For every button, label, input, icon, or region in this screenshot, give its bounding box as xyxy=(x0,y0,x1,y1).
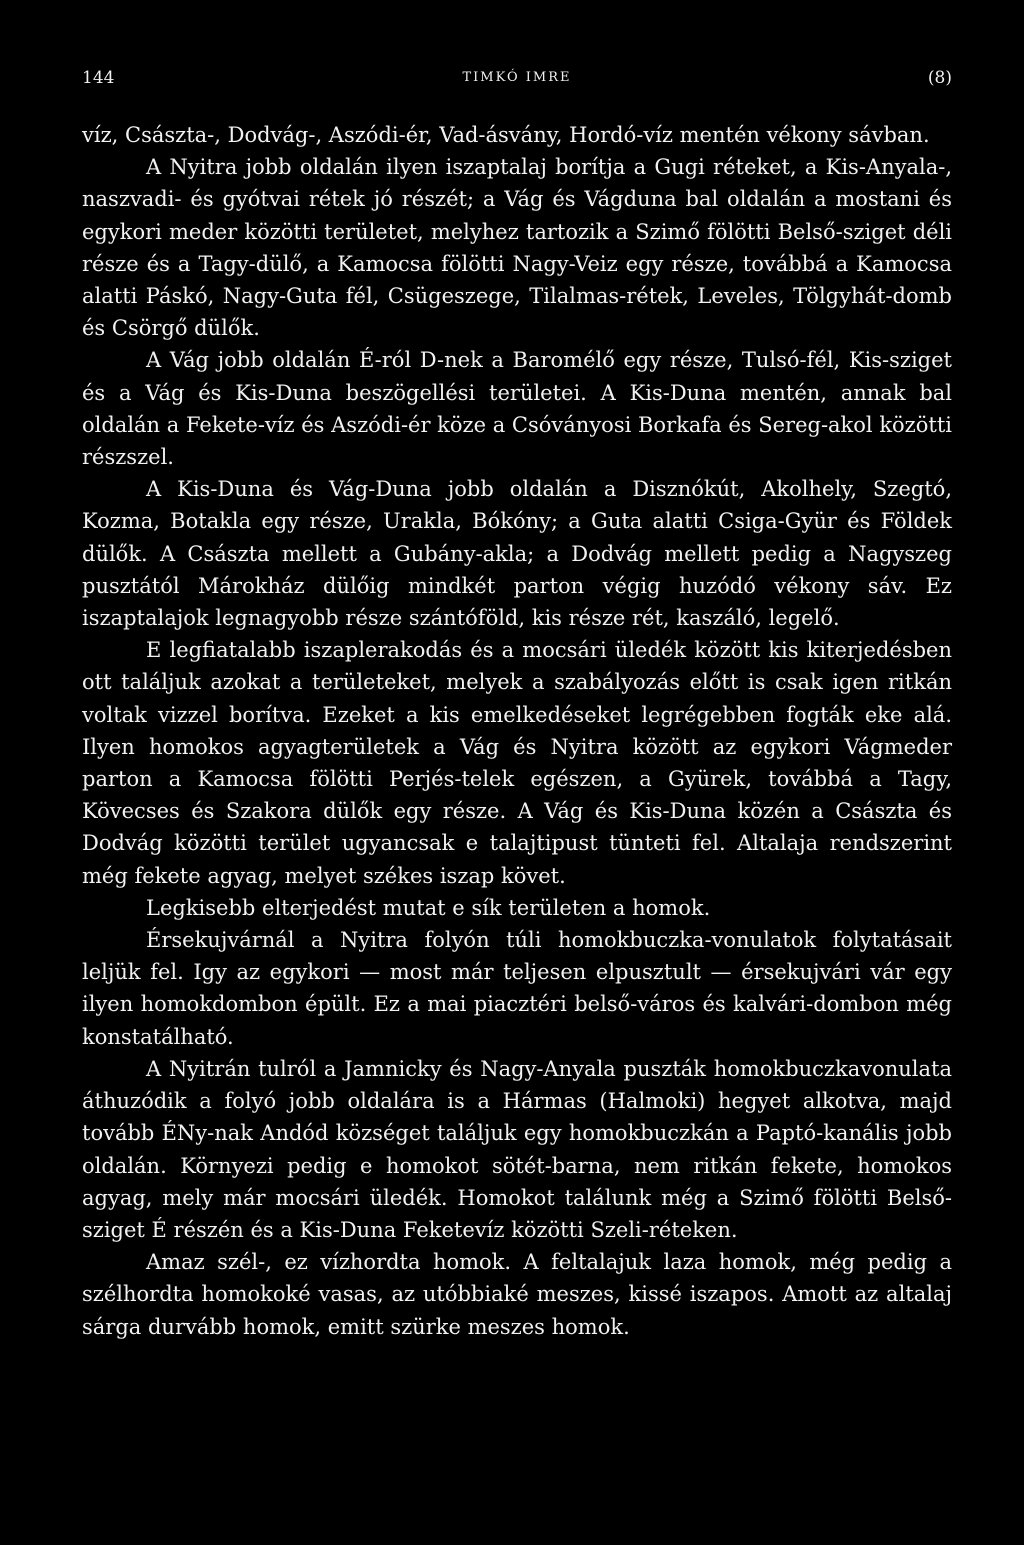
paragraph: A Nyitra jobb oldalán ilyen iszaptalaj borítja a Gugi réteket, a Kis-Anyala-, naszvadi- és gyótvai rétek jó részét; a Vág és Vágduna bal oldalán a mostani és egykori meder közötti területet, melyhez tartozik a Szimő fölötti Belső-sziget déli része és a Tagy-dülő, a Kamocsa fölötti Nagy-Veiz egy része, továbbá a Kamocsa alatti Páskó, Nagy-Guta fél, Csügeszege, Tilalmas-rétek, Leveles, Tölgyhát-domb és Csörgő dülők. xyxy=(82,155,952,341)
paragraph: A Vág jobb oldalán É-ról D-nek a Baromélő egy része, Tulsó-fél, Kis-sziget és a Vág és Kis-Duna beszögellési területei. A Kis-Duna mentén, annak bal oldalán a Fekete-víz és Aszódi-ér köze a Csóványosi Borkafa és Sereg-akol közötti részszel. xyxy=(82,348,952,470)
page-number: 144 xyxy=(82,68,115,88)
document-page xyxy=(82,0,952,1545)
paragraph: Legkisebb elterjedést mutat e sík területen a homok. xyxy=(146,895,711,920)
paragraph: Érsekujvárnál a Nyitra folyón túli homokbuczka-vonulatok folytatásait leljük fel. Igy az egykori — most már teljesen elpusztult — érsekujvári vár egy ilyen homokdombon épült. Ez a mai piacztéri belső-város és kalvári-dombon még konstatálható. xyxy=(82,928,952,1049)
paragraph: A Nyitrán tulról a Jamnicky és Nagy-Anyala puszták homokbuczkavonulata áthuzódik a folyó jobb oldalára is a Hármas (Halmoki) hegyet alkotva, majd tovább ÉNy-nak Andód községet találjuk egy homokbuczkán a Paptó-kanális jobb oldalán. Környezi pedig e homokot sötét-barna, nem ritkán fekete, homokos agyag, mely már mocsári üledék. Homokot találunk még a Szimő fölötti Belső-sziget É részén és a Kis-Duna Feketevíz közötti Szeli-réteken. xyxy=(82,1056,952,1242)
paragraph: A Kis-Duna és Vág-Duna jobb oldalán a Disznókút, Akolhely, Szegtó, Kozma, Botakla egy része, Urakla, Bókóny; a Guta alatti Csiga-Gyür és Földek dülők. A Császta mellett a Gubány-akla; a Dodvág mellett pedig a Nagyszeg pusztától Márokház dülőig mindkét parton végig huzódó vékony sáv. Ez iszaptalajok legnagyobb része szántóföld, kis része rét, kaszáló, legelő. xyxy=(82,477,952,631)
paragraph: E legfiatalabb iszaplerakodás és a mocsári üledék között kis kiterjedésben ott találjuk azokat a területeket, melyek a szabályozás előtt is csak igen ritkán voltak vizzel borítva. Ezeket a kis emelkedéseket legrégebben fogták eke alá. Ilyen homokos agyagterületek a Vág és Nyitra között az egykori Vágmeder parton a Kamocsa fölötti Perjés-telek egészen, a Gyürek, továbbá a Tagy, Kövecses és Szakora dülők egy része. A Vág és Kis-Duna közén a Császta és Dodvág közötti terület ugyancsak e talajtipust tünteti fel. Altalaja rendszerint még fekete agyag, melyet székes iszap követ. xyxy=(82,638,952,888)
paragraph: víz, Császta-, Dodvág-, Aszódi-ér, Vad-ásvány, Hordó-víz mentén vékony sávban. xyxy=(82,123,930,147)
paragraph: Amaz szél-, ez vízhordta homok. A feltalajuk laza homok, még pedig a szélhordta homokoké vasas, az utóbbiaké meszes, kissé iszapos. Amott az altalaj sárga durvább homok, emitt szürke meszes homok. xyxy=(82,1250,952,1339)
body-text xyxy=(82,119,952,1343)
page-header xyxy=(82,68,952,98)
section-number: (8) xyxy=(927,68,952,88)
running-head-author: TIMKÓ IMRE xyxy=(462,70,572,85)
